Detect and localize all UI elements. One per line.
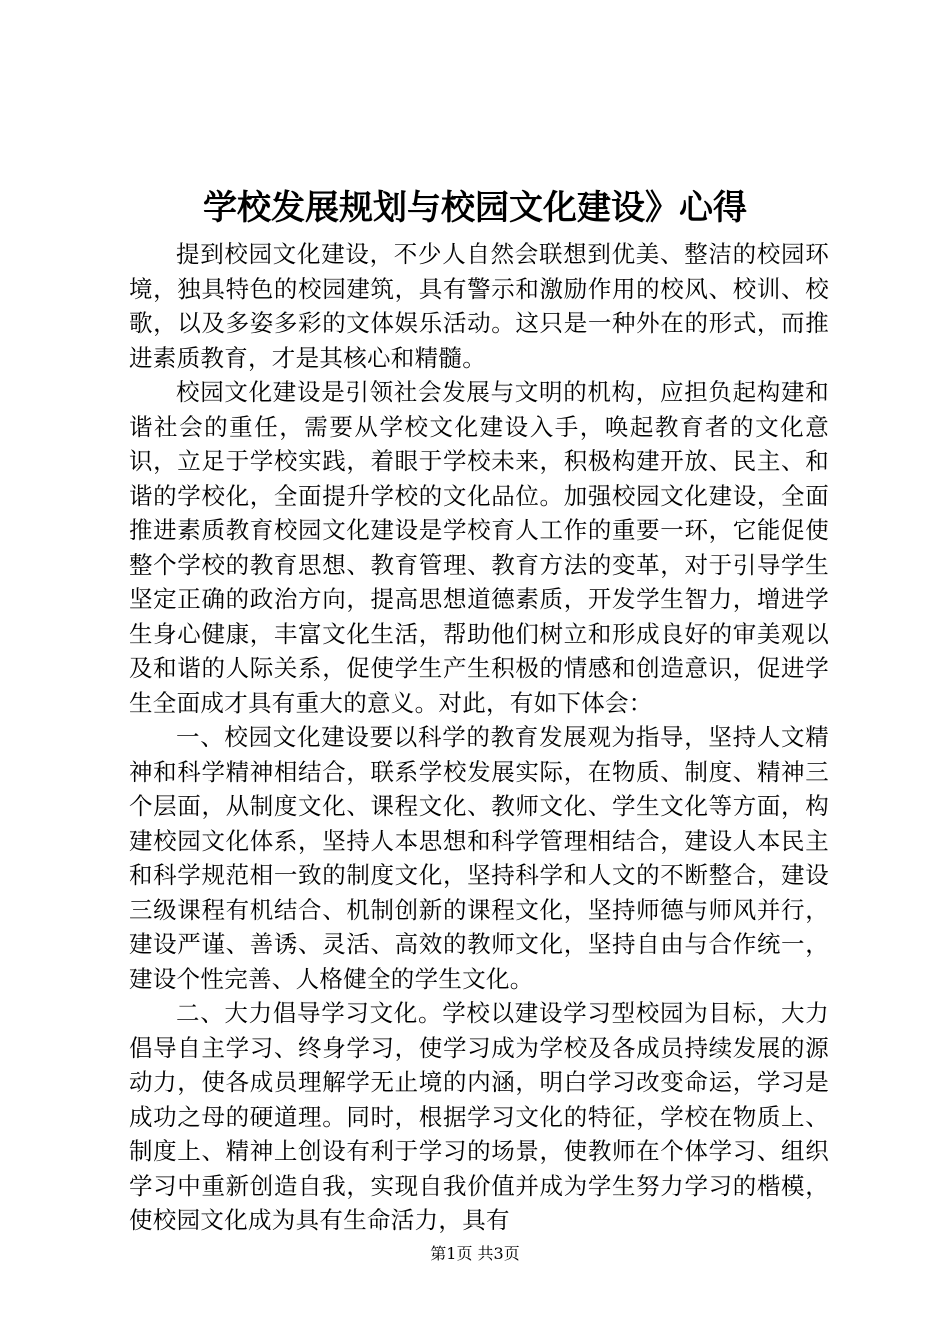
page-number-footer: 第1页 共3页 [430, 1244, 520, 1263]
document-title: 学校发展规划与校园文化建设》心得 [203, 188, 747, 228]
document-body [129, 237, 829, 1238]
paragraph-point-two: 二、大力倡导学习文化。学校以建设学习型校园为目标，大力倡导自主学习、终身学习，使学习成为学校及各成员持续发展的源动力，使各成员理解学无止境的内涵，明白学习改变命运，学习是成功之母的硬道理。同时，根据学习文化的特征，学校在物质上、制度上、精神上创设有利于学习的场景，使教师在个体学习、组织学习中重新创造自我，实现自我价值并成为学生努力学习的楷模，使校园文化成为具有生命活力，具有 [129, 999, 829, 1234]
paragraph-campus-culture: 校园文化建设是引领社会发展与文明的机构，应担负起构建和谐社会的重任，需要从学校文化建设入手，唤起教育者的文化意识，立足于学校实践，着眼于学校未来，积极构建开放、民主、和谐的学校化，全面提升学校的文化品位。加强校园文化建设，全面推进素质教育校园文化建设是学校育人工作的重要一环，它能促使整个学校的教育思想、教育管理、教育方法的变革，对于引导学生坚定正确的政治方向，提高思想道德素质，开发学生智力，增进学生身心健康，丰富文化生活，帮助他们树立和形成良好的审美观以及和谐的人际关系，促使学生产生积极的情感和创造意识，促进学生全面成才具有重大的意义。对此，有如下体会： [129, 378, 829, 717]
paragraph-intro: 提到校园文化建设，不少人自然会联想到优美、整洁的校园环境，独具特色的校园建筑，具有警示和激励作用的校风、校训、校歌，以及多姿多彩的文体娱乐活动。这只是一种外在的形式，而推进素质教育，才是其核心和精髓。 [129, 240, 829, 372]
paragraph-point-one: 一、校园文化建设要以科学的教育发展观为指导，坚持人文精神和科学精神相结合，联系学校发展实际，在物质、制度、精神三个层面，从制度文化、课程文化、教师文化、学生文化等方面，构建校园文化体系，坚持人本思想和科学管理相结合，建设人本民主和科学规范相一致的制度文化，坚持科学和人文的不断整合，建设三级课程有机结合、机制创新的课程文化，坚持师德与师风并行，建设严谨、善诱、灵活、高效的教师文化，坚持自由与合作统一，建设个性完善、人格健全的学生文化。 [129, 723, 829, 993]
